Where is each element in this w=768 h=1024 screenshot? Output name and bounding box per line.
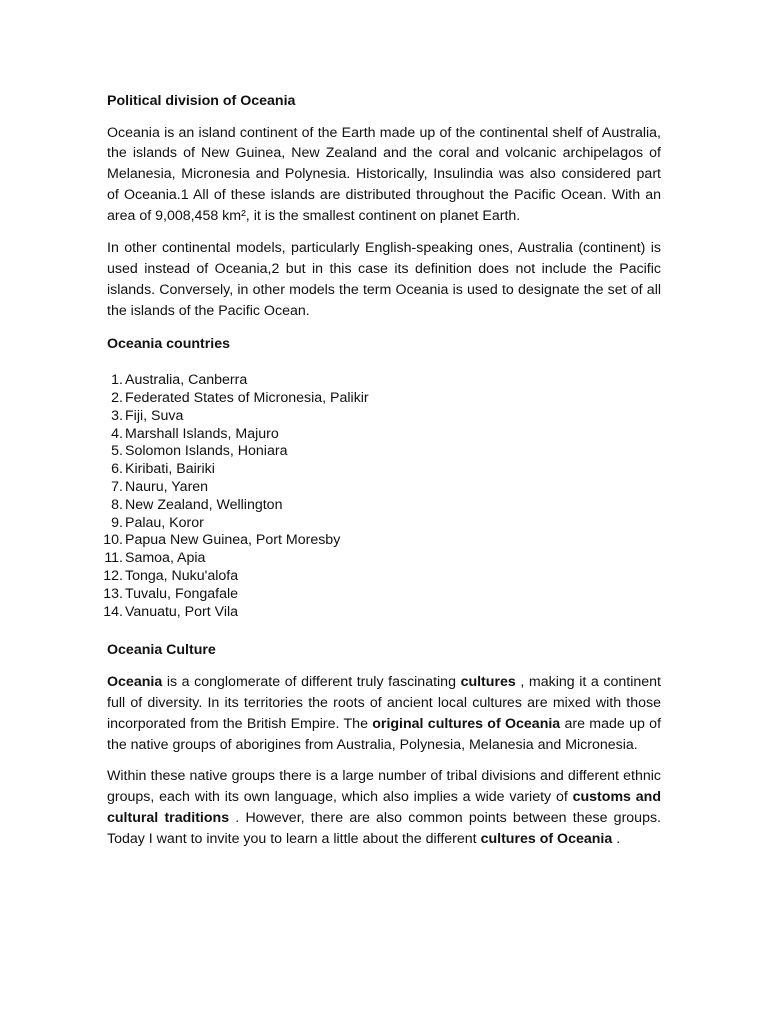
list-item-number: 4. bbox=[111, 425, 123, 442]
list-item-number: 12. bbox=[103, 567, 123, 584]
countries-list bbox=[103, 372, 661, 621]
list-item-text: Tuvalu, Fongafale bbox=[125, 585, 239, 602]
body-text: Within these native groups there is a large number of tribal divisions and different ethnic groups, each with its own language, which also implies a wide variety of bbox=[107, 768, 661, 806]
body-text: , making it a continent full of diversity. In its territories the roots of ancient local cultures are mixed with those incorporated from the British Empire. The bbox=[107, 673, 661, 732]
list-item-number: 9. bbox=[111, 514, 123, 531]
list-item-text: Kiribati, Bairiki bbox=[125, 461, 215, 478]
paragraph-continental-models: In other continental models, particularly English-speaking ones, Australia (continent) is used instead of Oceania,2 but in this case its definition does not include the Pacific islands. Conversely, in other models the term Oceania is used to designate the set of all the islands of the Pacific Ocean. bbox=[107, 240, 661, 319]
bold-text: cultures of Oceania bbox=[480, 831, 613, 848]
list-item-number: 14. bbox=[103, 603, 123, 620]
section-heading-countries: Oceania countries bbox=[107, 335, 231, 352]
list-item bbox=[107, 390, 661, 408]
list-item-number: 8. bbox=[111, 496, 123, 513]
list-item-text: Fiji, Suva bbox=[125, 407, 184, 424]
section-heading-political-division: Political division of Oceania bbox=[107, 93, 296, 109]
list-item-number: 1. bbox=[111, 372, 123, 389]
list-item-text: Papua New Guinea, Port Moresby bbox=[125, 532, 341, 549]
list-item bbox=[107, 372, 661, 390]
list-item bbox=[107, 443, 661, 461]
list-item bbox=[103, 603, 661, 622]
list-item-number: 2. bbox=[111, 389, 123, 406]
list-item bbox=[104, 550, 661, 568]
paragraph-native-groups bbox=[107, 766, 661, 850]
list-item-number: 7. bbox=[111, 478, 123, 495]
bold-text: Oceania bbox=[107, 673, 163, 690]
list-item bbox=[103, 532, 661, 550]
body-text: . bbox=[612, 831, 621, 848]
list-item-text: Australia, Canberra bbox=[125, 372, 248, 389]
list-item bbox=[107, 497, 661, 515]
document-page bbox=[103, 91, 662, 850]
list-item-text: Solomon Islands, Honiara bbox=[125, 443, 288, 460]
list-item bbox=[107, 461, 661, 479]
list-item-number: 11. bbox=[104, 550, 123, 567]
list-item bbox=[103, 585, 661, 604]
bold-text: original cultures of Oceania bbox=[372, 715, 561, 732]
bold-text: cultures bbox=[460, 673, 516, 690]
list-item-number: 6. bbox=[111, 461, 123, 478]
paragraph-oceania-intro: Oceania is an island continent of the Earth made up of the continental shelf of Australia, the islands of New Guinea, New Zealand and the coral and volcanic archipelagos of Melanesia, Micronesia and Polynesia. Historically, Insulindia was also considered part of Oceania.1 All of these islands are distributed throughout the Pacific Ocean. With an area of 9,008,458 km², it is the smallest continent on planet Earth. bbox=[107, 124, 661, 225]
list-item bbox=[107, 479, 661, 497]
section-heading-culture: Oceania Culture bbox=[107, 642, 216, 659]
list-item-text: New Zealand, Wellington bbox=[125, 496, 283, 513]
list-item-number: 10. bbox=[103, 532, 123, 549]
list-item-number: 13. bbox=[103, 585, 123, 602]
list-item bbox=[107, 515, 661, 533]
list-item-number: 5. bbox=[111, 443, 123, 460]
list-item bbox=[103, 567, 661, 586]
bold-text: customs and cultural traditions bbox=[107, 789, 661, 827]
list-item bbox=[107, 426, 661, 444]
list-item-text: Palau, Koror bbox=[125, 514, 204, 531]
body-text: are made up of the native groups of aborigines from Australia, Polynesia, Melanesia and Micronesia. bbox=[107, 715, 662, 753]
list-item-text: Tonga, Nuku'alofa bbox=[125, 567, 239, 584]
list-item-text: Federated States of Micronesia, Palikir bbox=[125, 389, 369, 406]
list-item bbox=[107, 408, 661, 426]
list-item-text: Samoa, Apia bbox=[125, 550, 206, 567]
body-text: . However, there are also common points between these groups. Today I want to invite you to learn a little about the different bbox=[107, 810, 662, 848]
list-item-text: Marshall Islands, Majuro bbox=[125, 425, 279, 442]
list-item-text: Nauru, Yaren bbox=[125, 478, 209, 495]
body-text: is a conglomerate of different truly fascinating bbox=[162, 673, 461, 690]
list-item-number: 3. bbox=[111, 407, 123, 424]
paragraph-culture-intro bbox=[107, 672, 661, 756]
list-item-text: Vanuatu, Port Vila bbox=[125, 603, 239, 620]
